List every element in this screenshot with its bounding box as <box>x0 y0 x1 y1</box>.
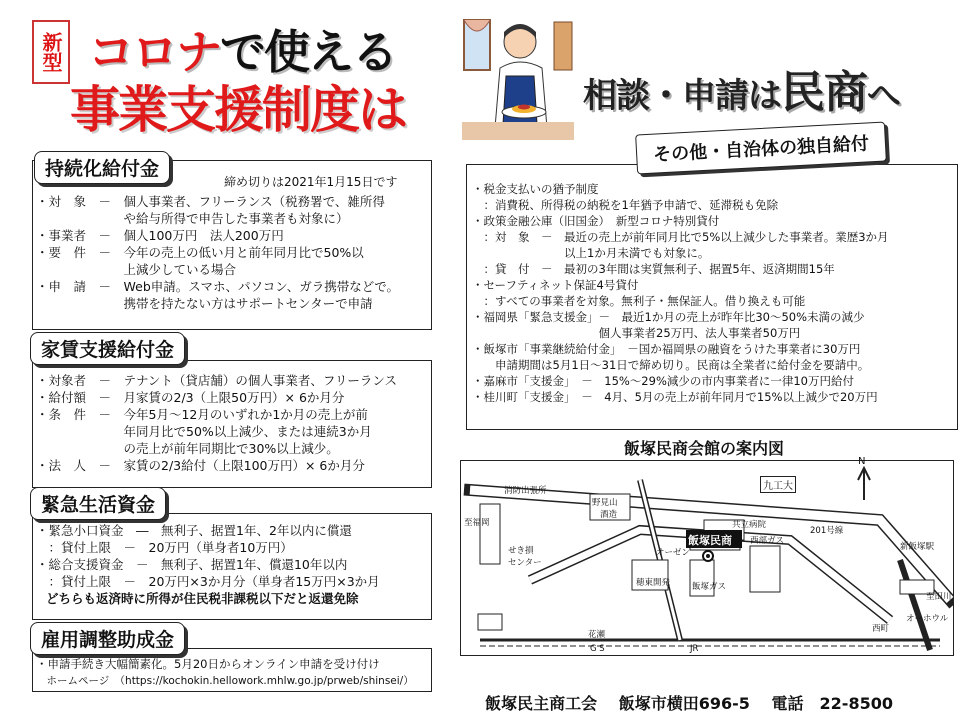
jizoku-title: 持続化給付金 <box>34 151 170 184</box>
list-item: ・福岡県「緊急支援金」－ 最近1か月の売上が昨年比30～50%未満の減少 <box>472 310 865 324</box>
subtitle-he: へ <box>867 76 900 116</box>
kotobuki-label: 穂東開発 <box>636 578 671 588</box>
kyukodai-label: 九工大 <box>760 476 796 493</box>
other-title: その他・自治体の独自給付 <box>635 121 887 174</box>
list-item: 申請期間は5月1日～31日で締め切り。民商は全業者に給付金を要請中。 <box>472 358 870 372</box>
hospital-label: 共立病院 <box>732 520 767 530</box>
address: 飯塚市横田696-5 <box>618 694 750 713</box>
list-item: ：貸付上限 － 20万円（単身者10万円） <box>36 540 293 555</box>
list-item: ：すべての事業者を対象。無利子・無保証人。借り換えも可能 <box>472 294 806 308</box>
other-list <box>472 181 889 405</box>
list-item: や給与所得で申告した事業者も対象に） <box>36 211 349 226</box>
list-item: ・緊急小口資金 ― 無利子、据置1年、2年以内に償還 <box>36 523 352 538</box>
list-item: 年同月比で50%以上減少、または連続3か月 <box>36 424 372 439</box>
list-item: 上減少している場合 <box>36 262 237 277</box>
list-item: ・飯塚市「事業継続給付金」 －国か福岡県の融資をうけた事業者に30万円 <box>472 342 861 356</box>
nishimachi-label: 西町 <box>872 624 890 634</box>
title-usable: で使える <box>220 25 396 79</box>
homepage-link[interactable]: ホームページ （https://kochokin.hellowork.mhlw.go.jp/prweb/shinsei/） <box>36 675 414 687</box>
iizuka-gas-label: 飯塚ガス <box>692 582 727 592</box>
gs-label: G S <box>590 644 605 654</box>
sake-label: 酒造 <box>600 510 618 520</box>
title-corona: コロナ <box>88 25 220 79</box>
subtitle-consult: 相談・申請は <box>583 76 781 116</box>
hotel-label: オーホウル <box>906 614 949 624</box>
seiso-label: せき損 <box>508 546 534 556</box>
list-item: ：貸付上限 － 20万円×3か月分（単身者15万円×3か月 <box>36 574 380 589</box>
shobo-label: 消防出張所 <box>504 486 547 496</box>
list-item: ・対象者 － テナント（貸店舗）の個人事業者、フリーランス <box>36 373 398 388</box>
list-item: ：貸 付 － 最初の3年間は実質無利子、据置5年、返済期間15年 <box>472 262 835 276</box>
footer-contact <box>474 672 893 714</box>
yachin-title: 家賃支援給付金 <box>30 332 185 365</box>
phone-label: 電話 <box>771 694 804 713</box>
route-label: 201号線 <box>810 526 844 536</box>
org-name: 飯塚民主商工会 <box>485 694 598 713</box>
to-fukuoka-label: 至福岡 <box>464 518 490 528</box>
list-item: ・要 件 － 今年の売上の低い月と前年同月比で50%以 <box>36 245 364 260</box>
list-item: ・給付額 － 月家賃の2/3（上限50万円）× 6か月分 <box>36 390 345 405</box>
seibu-gas-label: 西部ガス <box>750 536 785 546</box>
list-item: ・嘉麻市「支援金」 － 15%～29%減少の市内事業者に一律10万円給付 <box>472 374 855 388</box>
list-item: ・事業者 － 個人100万円 法人200万円 <box>36 228 284 243</box>
jizoku-list <box>36 193 399 312</box>
list-item: 携帯を持たない方はサポートセンターで申請 <box>36 296 373 311</box>
kinkyu-list <box>36 522 380 607</box>
list-item: ：対 象 － 最近の売上が前年同月比で5%以上減少した事業者。業歴3か月 <box>472 230 889 244</box>
map-labels <box>460 456 954 656</box>
hanase-label: 花瀬 <box>588 630 606 640</box>
kinkyu-note: どちらも返済時に所得が住民税非課税以下だと返還免除 <box>46 591 359 606</box>
koyo-list <box>36 656 414 690</box>
list-item: ・セーフティネット保証4号貸付 <box>472 278 639 292</box>
list-item: ・法 人 － 家賃の2/3給付（上限100万円）× 6か月分 <box>36 458 365 473</box>
list-item: ・総合支援資金 － 無利子、据置1年、償還10年以内 <box>36 557 348 572</box>
yachin-list <box>36 372 397 474</box>
list-item: の売上が前年同期比で30%以上減少。 <box>36 441 339 456</box>
list-item: ・政策金融公庫（旧国金） 新型コロナ特別貸付 <box>472 214 720 228</box>
consult-subtitle <box>583 56 900 120</box>
new-type-badge: 新型 <box>32 20 70 84</box>
koyo-title: 雇用調整助成金 <box>30 622 185 655</box>
map-title: 飯塚民商会館の案内図 <box>624 439 785 458</box>
minsho-marker-label: 飯塚民商 <box>688 534 732 547</box>
center-label: センター <box>508 558 542 568</box>
kinkyu-title: 緊急生活資金 <box>30 487 166 520</box>
subtitle-minsho: 民商 <box>781 67 867 118</box>
list-item: ・対 象 － 個人事業者、フリーランス（税務署で、雑所得 <box>36 194 385 209</box>
page-title-line2: 事業支援制度は <box>70 81 406 139</box>
to-tagawa-label: 至田川 <box>926 592 952 602</box>
jr-label: JR <box>690 644 699 654</box>
list-item: ・条 件 － 今年5月～12月のいずれか1か月の売上が前 <box>36 407 368 422</box>
list-item: ・申請手続き大幅簡素化。5月20日からオンライン申請を受け付け <box>36 657 380 671</box>
list-item: ：消費税、所得税の納税を1年猶予申請で、延滞税も免除 <box>472 198 779 212</box>
ozen-label: オーゼン <box>656 548 690 558</box>
list-item: ・桂川町「支援金」 － 4月、5月の売上が前年同月で15%以上減少で20万円 <box>472 390 878 404</box>
nomiyama-label: 野見山 <box>592 498 618 508</box>
station-label: 新飯塚駅 <box>900 542 935 552</box>
phone-number[interactable]: 22-8500 <box>819 694 893 713</box>
shopkeeper-illustration <box>462 12 574 140</box>
list-item: 以上1か月未満でも対象に。 <box>472 246 710 260</box>
list-item: ・税金支払いの猶予制度 <box>472 182 599 196</box>
jizoku-deadline: 締め切りは2021年1月15日です <box>224 175 398 189</box>
north-label: N <box>858 456 866 467</box>
list-item: 個人事業者25万円、法人事業者50万円 <box>472 326 801 340</box>
list-item: ・申 請 － Web申請。スマホ、パソコン、ガラ携帯などで。 <box>36 279 400 294</box>
